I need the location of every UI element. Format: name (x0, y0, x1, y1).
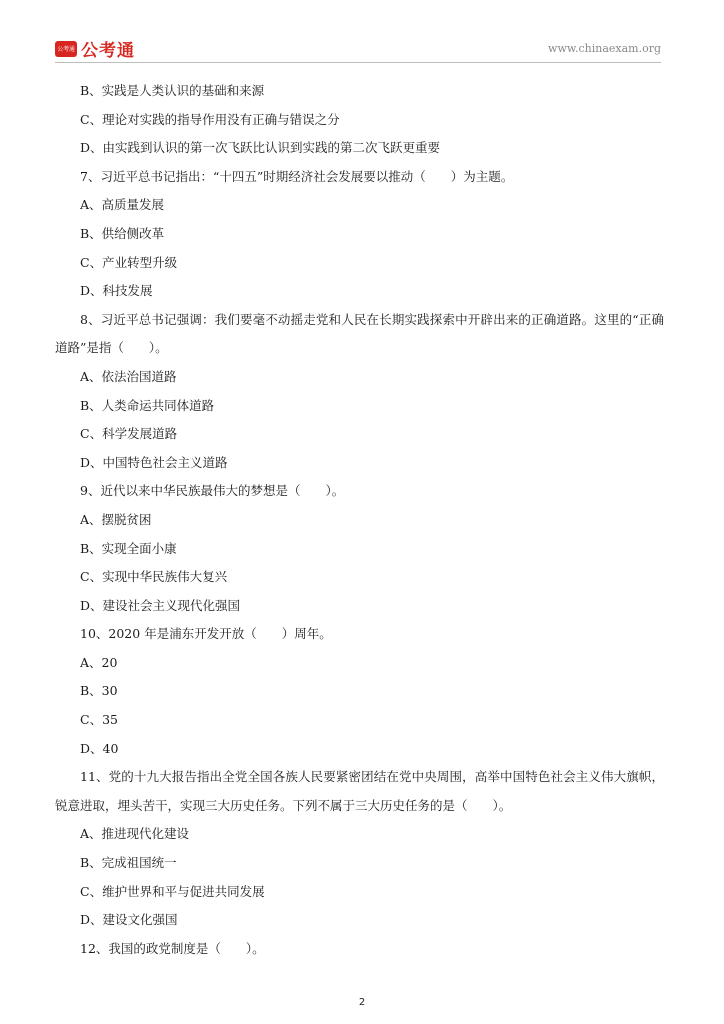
option-line: C、维护世界和平与促进共同发展 (80, 883, 265, 899)
option-line: A、推进现代化建设 (80, 826, 190, 842)
option-line: D、科技发展 (80, 283, 153, 299)
option-line: A、高质量发展 (80, 197, 165, 213)
logo (55, 36, 135, 61)
option-line: A、20 (80, 654, 118, 670)
option-line: B、30 (80, 683, 118, 699)
page-number: 2 (358, 997, 366, 1008)
question-line: 8、习近平总书记强调：我们要毫不动摇走党和人民在长期实践探索中开辟出来的正确道路。这里的“正确道路”是指（ ）。 (55, 311, 664, 356)
option-line: B、供给侧改革 (80, 225, 165, 241)
logo-badge: 公考通 (55, 41, 77, 57)
question-line: 9、近代以来中华民族最伟大的梦想是（ ）。 (80, 483, 345, 499)
option-line: D、40 (80, 740, 119, 756)
question-line: 10、2020 年是浦东开发开放（ ）周年。 (80, 626, 332, 642)
page-header (55, 34, 661, 60)
question-line: 7、习近平总书记指出：“十四五”时期经济社会发展要以推动（ ）为主题。 (80, 168, 514, 184)
option-line: D、中国特色社会主义道路 (80, 454, 228, 470)
logo-text: 公考通 (81, 41, 135, 61)
option-line: C、实现中华民族伟大复兴 (80, 569, 228, 585)
option-line: C、理论对实践的指导作用没有正确与错误之分 (80, 111, 340, 127)
option-line: A、摆脱贫困 (80, 511, 152, 527)
option-line: B、实现全面小康 (80, 540, 177, 556)
header-divider (55, 62, 661, 63)
site-url: www.chinaexam.org (548, 42, 661, 55)
option-line: D、由实践到认识的第一次飞跃比认识到实践的第二次飞跃更重要 (80, 140, 441, 156)
document-body (55, 77, 664, 963)
option-line: B、完成祖国统一 (80, 855, 177, 871)
option-line: C、35 (80, 712, 118, 728)
question-line: 11、党的十九大报告指出全党全国各族人民要紧密团结在党中央周围，高举中国特色社会主义伟大旗帜，锐意进取，埋头苦干，实现三大历史任务。下列不属于三大历史任务的是（ ）。 (55, 769, 664, 813)
option-line: D、建设社会主义现代化强国 (80, 597, 241, 613)
option-line: A、依法治国道路 (80, 368, 177, 384)
option-line: D、建设文化强国 (80, 912, 178, 928)
option-line: B、实践是人类认识的基础和来源 (80, 83, 265, 98)
option-line: B、人类命运共同体道路 (80, 397, 215, 413)
question-line: 12、我国的政党制度是（ ）。 (80, 940, 265, 956)
option-line: C、产业转型升级 (80, 254, 178, 270)
option-line: C、科学发展道路 (80, 426, 178, 442)
